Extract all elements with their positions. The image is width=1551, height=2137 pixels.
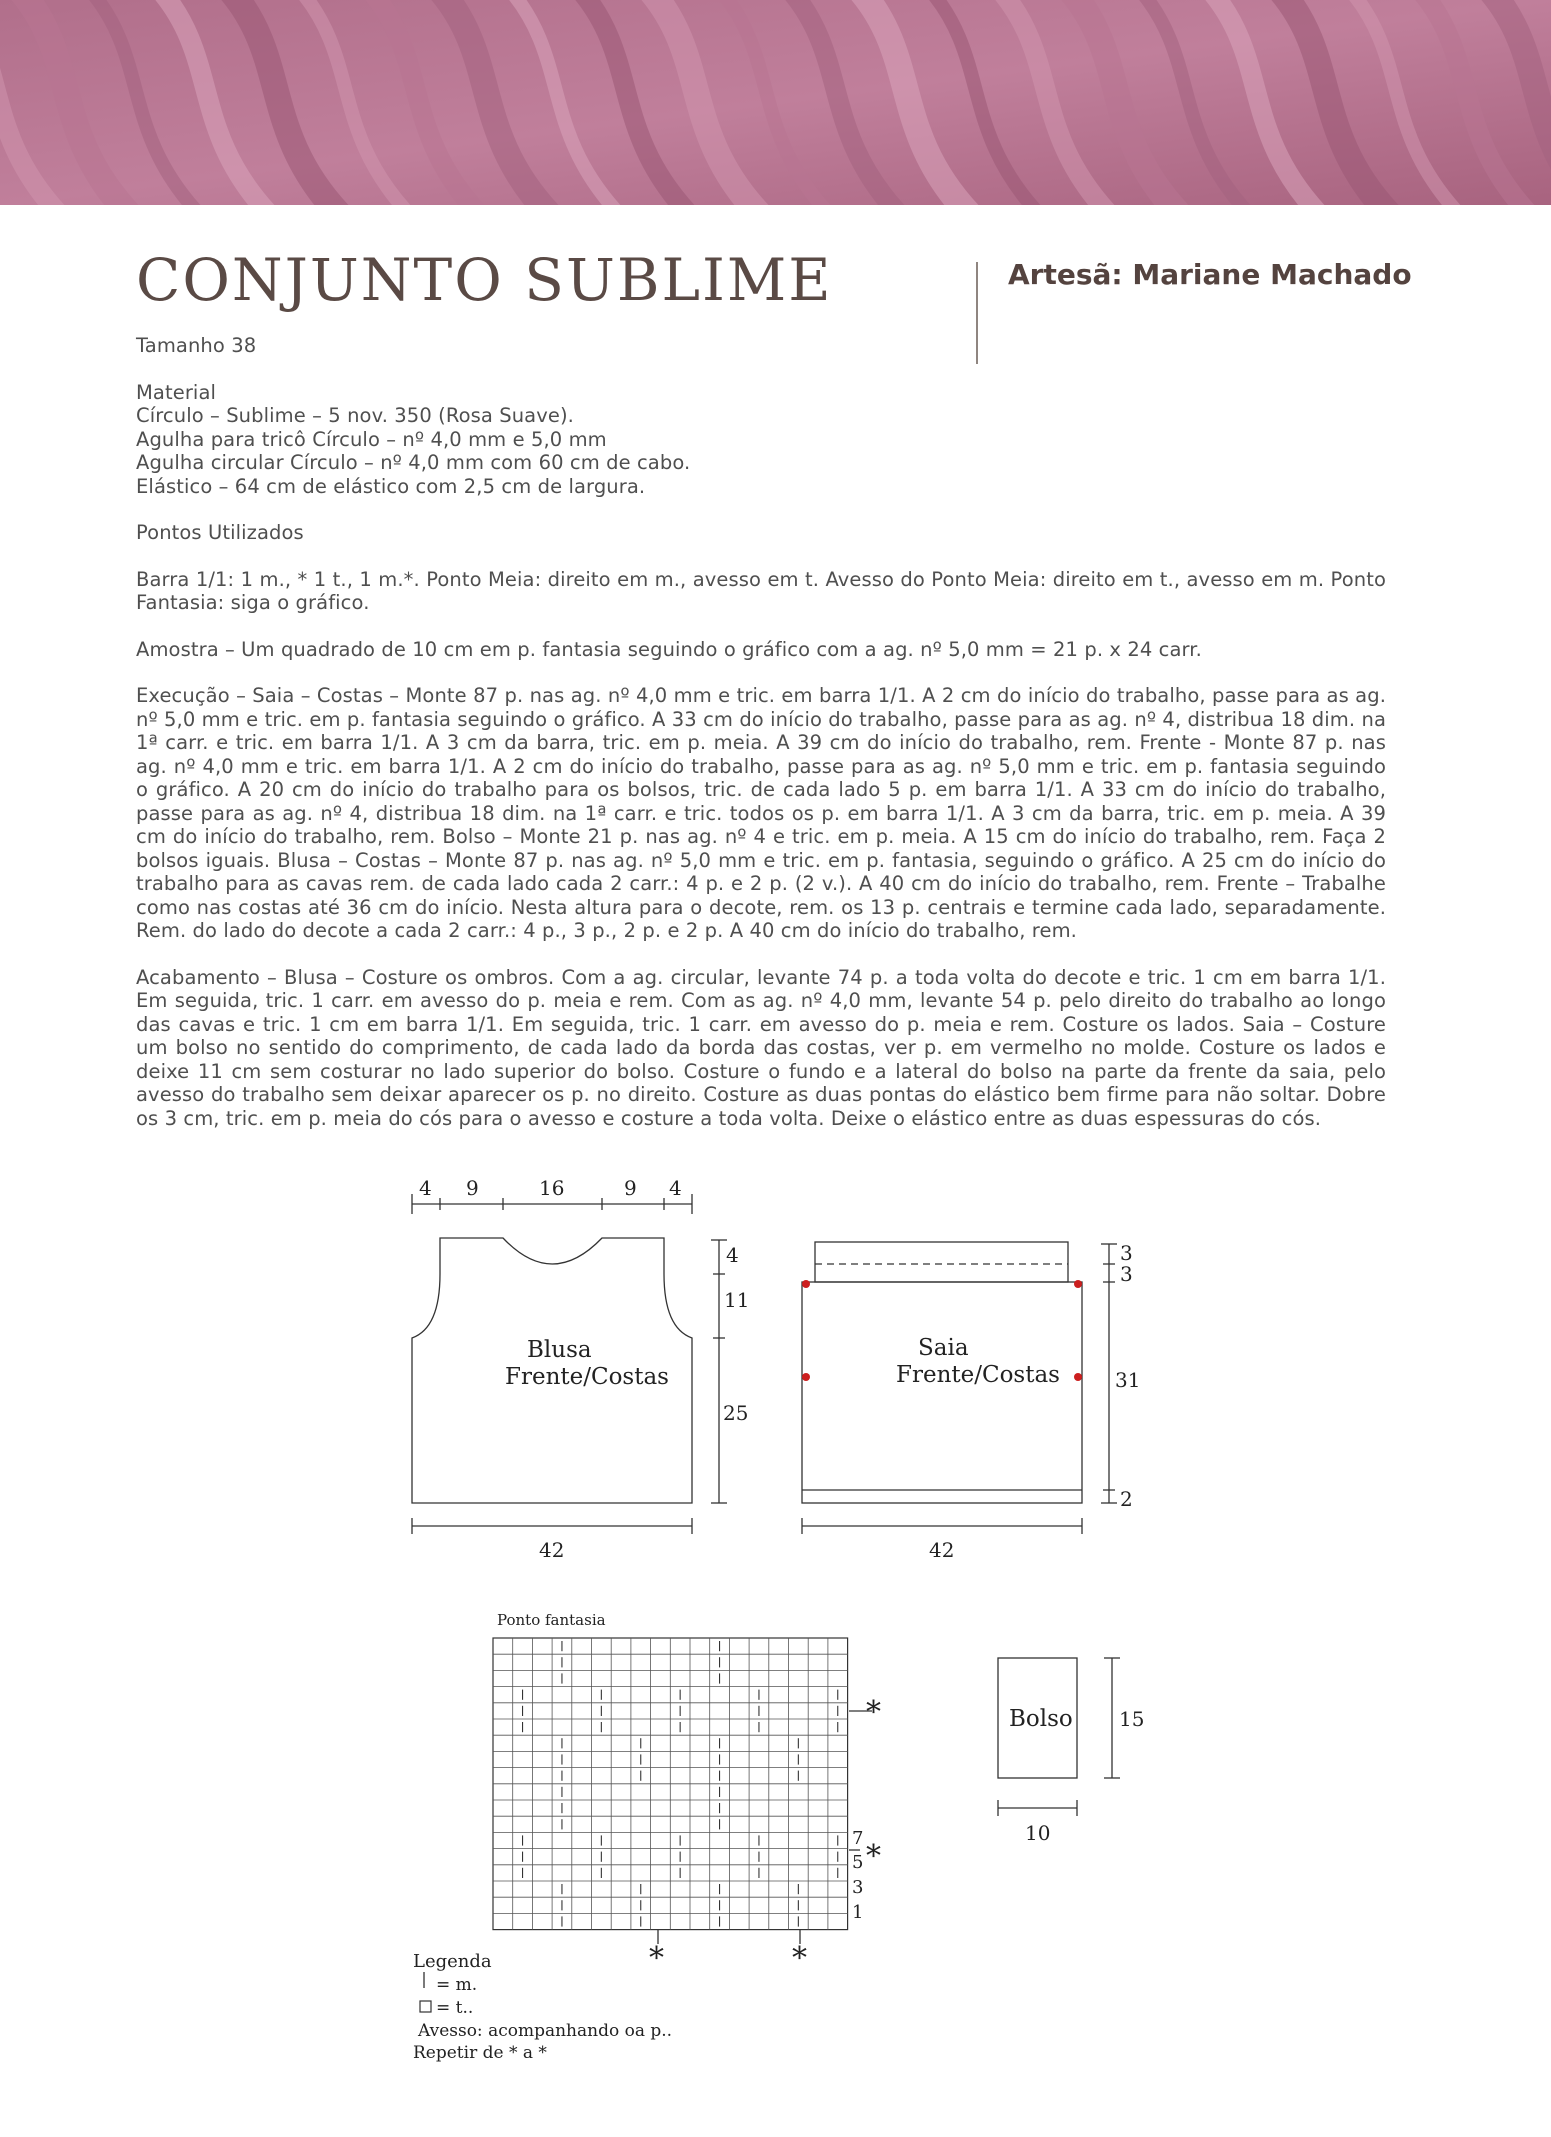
instructions-text	[136, 334, 1386, 1153]
chart-row-number: 3	[852, 1877, 864, 1898]
material-line: Elástico – 64 cm de elástico com 2,5 cm de largura.	[136, 474, 646, 498]
legend-title: Legenda	[413, 1951, 492, 1972]
blusa-side-measure: 11	[724, 1288, 750, 1312]
blusa-label: Frente/Costas	[505, 1364, 669, 1390]
saia-side-measure: 31	[1115, 1368, 1141, 1392]
size-text: Tamanho 38	[136, 334, 257, 357]
chart-title: Ponto fantasia	[497, 1611, 606, 1629]
blusa-top-measure: 9	[624, 1176, 637, 1200]
stitches-heading: Pontos Utilizados	[136, 521, 304, 544]
chart-repeat-asterisk: *	[866, 1839, 881, 1874]
blusa-top-measure: 4	[669, 1176, 682, 1200]
blusa-top-measure: 4	[419, 1176, 432, 1200]
pocket-marker	[1074, 1280, 1082, 1288]
chart-row-number: 1	[852, 1902, 864, 1923]
chart-repeat-asterisk: *	[649, 1941, 664, 1976]
bolso-width-measure: 10	[1025, 1821, 1051, 1845]
legend-reverse: Avesso: acompanhando oa p..	[418, 2021, 673, 2041]
execution-text: Execução – Saia – Costas – Monte 87 p. nas ag. nº 4,0 mm e tric. em barra 1/1. A 2 cm do início do trabalho, passe para as ag. nº 5,0 mm e tric. em p. fantasia seguindo o gráfico. A 33 cm do início do trabalho, passe para as ag. nº 4, distribua 18 dim. na 1ª carr. e tric. em barra 1/1. A 3 cm da barra, tric. em p. meia. A 39 cm do início do trabalho, rem. Frente - Monte 87 p. nas ag. nº 4,0 mm e tric. em barra 1/1. A 2 cm do início do trabalho, passe para as ag. nº 5,0 mm e tric. em p. fantasia seguindo o gráfico. A 20 cm do início do trabalho para os bolsos, tric. de cada lado 5 p. em barra 1/1. A 33 cm do início do trabalho, passe para as ag. nº 4, distribua 18 dim. na 1ª carr. e tric. todos os p. em barra 1/1. A 3 cm da barra, tric. em p. meia. A 39 cm do início do trabalho, rem. Bolso – Monte 21 p. nas ag. nº 4 e tric. em p. meia. A 15 cm do início do trabalho, rem. Faça 2 bolsos iguais. Blusa – Costas – Monte 87 p. nas ag. nº 5,0 mm e tric. em p. fantasia, seguindo o gráfico. A 25 cm do início do trabalho para as cavas rem. de cada lado cada 2 carr.: 4 p. e 2 p. (2 v.). A 40 cm do início do trabalho, rem. Frente – Trabalhe como nas costas até 36 cm do início. Nesta altura para o decote, rem. os 13 p. centrais e termine cada lado, separadamente. Rem. do lado do decote a cada 2 carr.: 4 p., 3 p., 2 p. e 2 p. A 40 cm do início do trabalho, rem.	[136, 684, 1386, 942]
pocket-marker	[802, 1373, 810, 1381]
material-heading: Material	[136, 380, 217, 404]
chart-row-number: 5	[852, 1852, 864, 1873]
finishing-text: Acabamento – Blusa – Costure os ombros. Com a ag. circular, levante 74 p. a toda volta do decote e tric. 1 cm em barra 1/1. Em seguida, tric. 1 carr. em avesso do p. meia e rem. Com as ag. nº 4,0 mm, levante 54 p. pelo direito do trabalho ao longo das cavas e tric. 1 cm em barra 1/1. Em seguida, tric. 1 carr. em avesso do p. meia e rem. Costure os lados. Saia – Costure um bolso no sentido do comprimento, de cada lado da borda das costas, ver p. em vermelho no molde. Costure os lados e deixe 11 cm sem costurar no lado superior do bolso. Costure o fundo e a lateral do bolso na parte da frente da saia, pelo avesso do trabalho sem deixar aparecer os p. no direito. Costure as duas pontas do elástico bem firme para não soltar. Dobre os 3 cm, tric. em p. meia do cós para o avesso e costure a toda volta. Deixe o elástico entre as duas espessuras do cós.	[136, 965, 1386, 1130]
saia-side-measure: 3	[1120, 1262, 1133, 1286]
stitch-chart-grid	[493, 1638, 848, 1930]
pattern-diagrams	[0, 1150, 1551, 2137]
legend-repeat: Repetir de * a *	[413, 2043, 547, 2063]
blusa-top-measure: 9	[466, 1176, 479, 1200]
chart-repeat-asterisk: *	[866, 1695, 881, 1730]
stitches-text: Barra 1/1: 1 m., * 1 t., 1 m.*. Ponto Meia: direito em m., avesso em t. Avesso do Ponto Meia: direito em t., avesso em m. Ponto Fantasia: siga o gráfico.	[136, 567, 1386, 614]
chart-repeat-asterisk: *	[792, 1941, 807, 1976]
pocket-marker	[1074, 1373, 1082, 1381]
saia-width-measure: 42	[929, 1538, 955, 1562]
bolso-height-measure: 15	[1119, 1707, 1145, 1731]
bolso-label: Bolso	[1009, 1706, 1073, 1732]
saia-side-measure: 3	[1120, 1241, 1133, 1265]
artisan-name: Artesã: Mariane Machado	[1008, 258, 1412, 291]
legend-purl-symbol	[420, 2001, 431, 2012]
material-line: Agulha para tricô Círculo – nº 4,0 mm e 5,0 mm	[136, 427, 607, 451]
blusa-top-measure: 16	[539, 1176, 565, 1200]
page-title: CONJUNTO SUBLIME	[136, 246, 833, 314]
material-line: Círculo – Sublime – 5 nov. 350 (Rosa Suave).	[136, 404, 574, 427]
material-line: Agulha circular Círculo – nº 4,0 mm com 60 cm de cabo.	[136, 451, 691, 474]
chart-row-number: 7	[852, 1828, 864, 1849]
pocket-marker	[802, 1280, 810, 1288]
legend-purl: = t..	[436, 1998, 474, 2018]
saia-label: Saia	[918, 1335, 969, 1361]
saia-label: Frente/Costas	[896, 1362, 1060, 1388]
blusa-side-measure: 4	[726, 1243, 739, 1267]
sample-text: Amostra – Um quadrado de 10 cm em p. fantasia seguindo o gráfico com a ag. nº 5,0 mm = 21 p. x 24 carr.	[136, 637, 1202, 661]
blusa-width-measure: 42	[539, 1538, 565, 1562]
yarn-banner-image	[0, 0, 1551, 205]
saia-side-measure: 2	[1120, 1487, 1133, 1511]
legend-knit: = m.	[436, 1975, 478, 1995]
blusa-side-measure: 25	[723, 1401, 749, 1425]
blusa-label: Blusa	[527, 1337, 592, 1363]
